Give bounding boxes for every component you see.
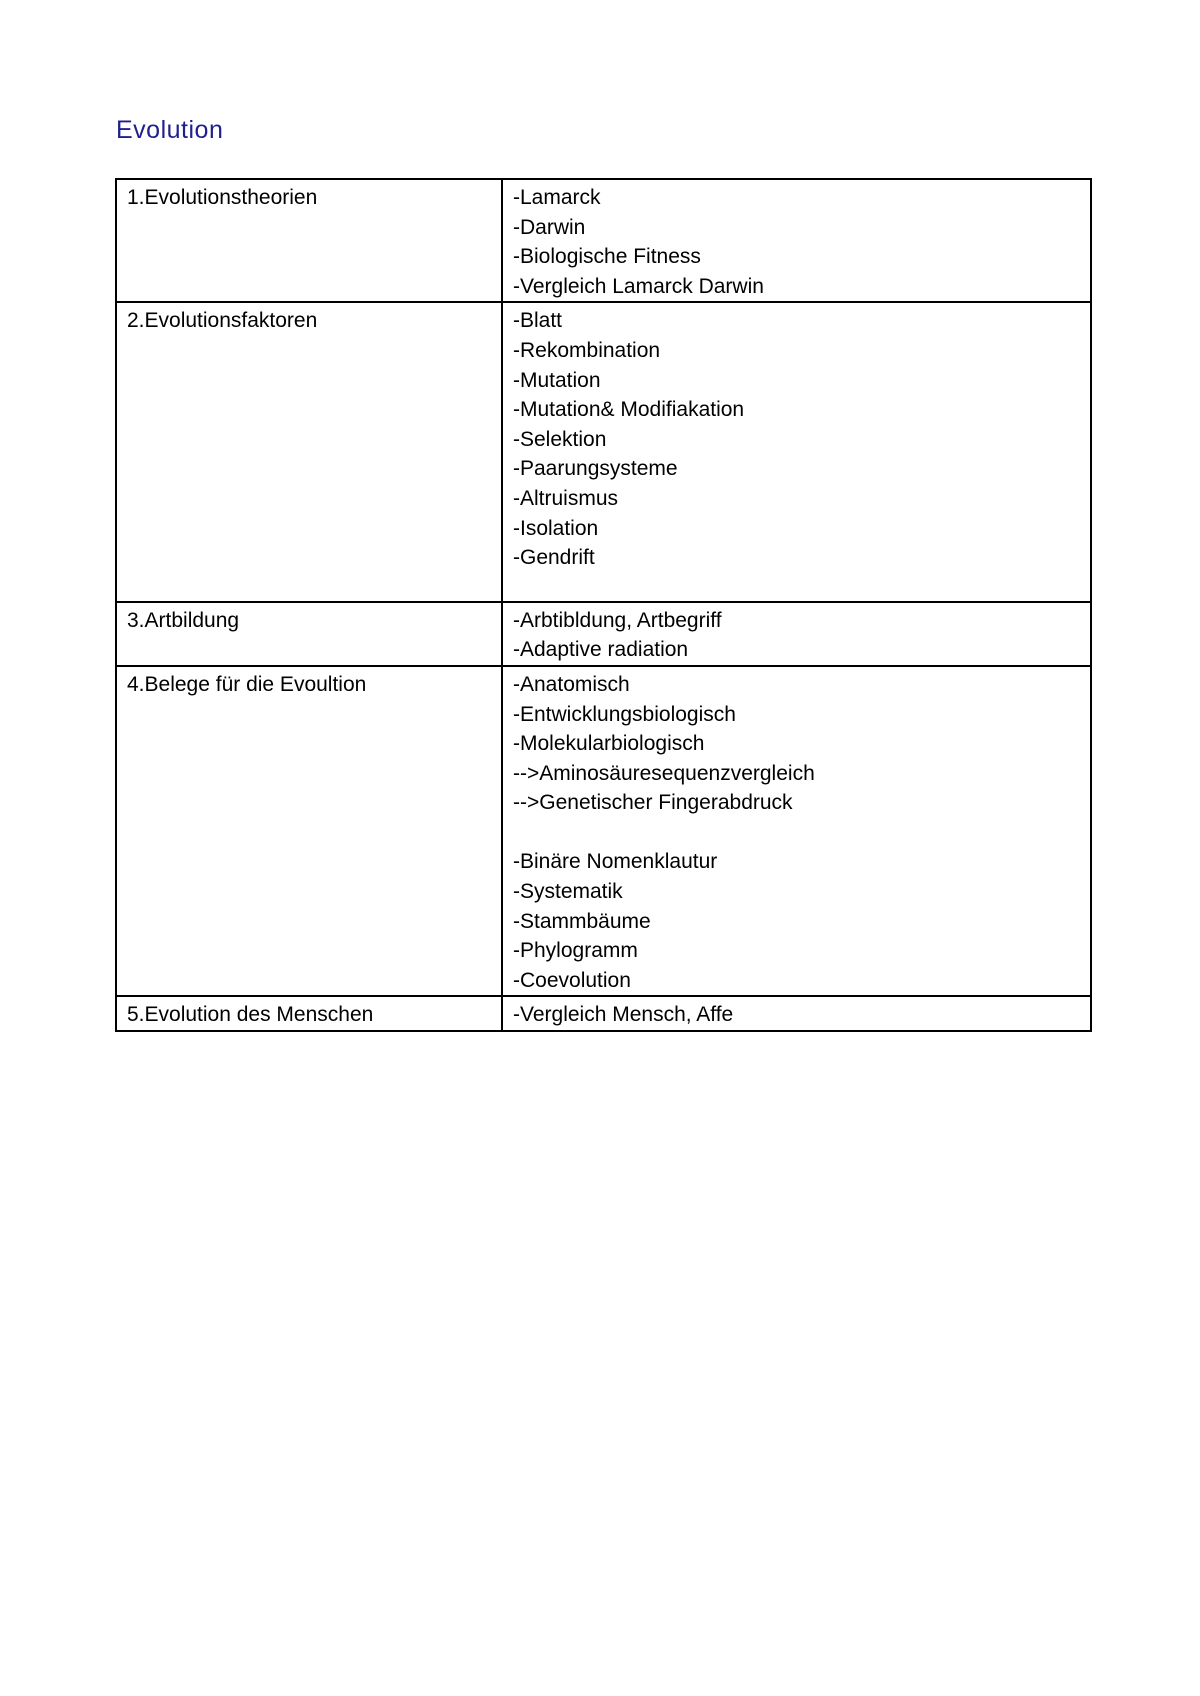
topics-table bbox=[115, 178, 1092, 1032]
subtopic-item: -->Genetischer Fingerabdruck bbox=[513, 791, 793, 815]
subtopic-item: -Mutation& Modifiakation bbox=[513, 398, 745, 422]
topic-cell bbox=[116, 179, 502, 302]
subtopics-cell bbox=[502, 602, 1091, 666]
subtopics-cell bbox=[502, 666, 1091, 997]
subtopic-item: -Phylogramm bbox=[513, 939, 638, 963]
subtopic-item: -Blatt bbox=[513, 309, 563, 333]
topic-label: 3.Artbildung bbox=[127, 608, 240, 632]
subtopic-item: -Vergleich Lamarck Darwin bbox=[513, 274, 764, 298]
subtopic-item: -Altruismus bbox=[513, 486, 619, 510]
subtopic-item: -Anatomisch bbox=[513, 672, 630, 696]
subtopic-item: -Mutation bbox=[513, 368, 601, 392]
topic-cell bbox=[116, 302, 502, 601]
subtopic-item: -->Aminosäuresequenzvergleich bbox=[513, 761, 815, 785]
subtopic-item: -Molekularbiologisch bbox=[513, 732, 705, 756]
subtopics-cell bbox=[502, 302, 1091, 601]
subtopic-item: -Selektion bbox=[513, 427, 607, 451]
topic-cell bbox=[116, 996, 502, 1031]
subtopic-item: -Entwicklungsbiologisch bbox=[513, 702, 736, 726]
subtopic-item: -Stammbäume bbox=[513, 909, 651, 933]
subtopic-item: -Arbtibldung, Artbegriff bbox=[513, 608, 722, 632]
subtopic-item: -Darwin bbox=[513, 215, 586, 239]
topic-label: 2.Evolutionsfaktoren bbox=[127, 309, 318, 333]
page-title: Evolution bbox=[116, 116, 224, 144]
subtopic-item: -Isolation bbox=[513, 516, 599, 540]
topic-cell bbox=[116, 602, 502, 666]
topic-label: 1.Evolutionstheorien bbox=[127, 186, 318, 209]
blank-line bbox=[513, 818, 1080, 848]
subtopic-item: -Gendrift bbox=[513, 546, 595, 570]
topic-label: 4.Belege für die Evoultion bbox=[127, 672, 367, 696]
subtopic-item: -Systematik bbox=[513, 880, 623, 904]
table-row bbox=[116, 179, 1091, 302]
subtopic-item: -Vergleich Mensch, Affe bbox=[513, 1003, 734, 1027]
subtopics-cell bbox=[502, 179, 1091, 302]
topic-cell bbox=[116, 666, 502, 997]
subtopic-item: -Paarungsysteme bbox=[513, 457, 678, 481]
table-row bbox=[116, 302, 1091, 601]
row-padding bbox=[513, 573, 1080, 601]
topic-label: 5.Evolution des Menschen bbox=[127, 1003, 374, 1027]
subtopic-item: -Binäre Nomenklautur bbox=[513, 850, 718, 874]
topics-table-body bbox=[116, 179, 1091, 1031]
subtopic-item: -Biologische Fitness bbox=[513, 245, 701, 269]
subtopic-item: -Adaptive radiation bbox=[513, 638, 689, 662]
subtopics-cell bbox=[502, 996, 1091, 1031]
table-row bbox=[116, 602, 1091, 666]
table-row bbox=[116, 996, 1091, 1031]
table-row bbox=[116, 666, 1091, 997]
subtopic-item: -Lamarck bbox=[513, 186, 601, 209]
subtopic-item: -Rekombination bbox=[513, 338, 661, 362]
subtopic-item: -Coevolution bbox=[513, 968, 631, 992]
